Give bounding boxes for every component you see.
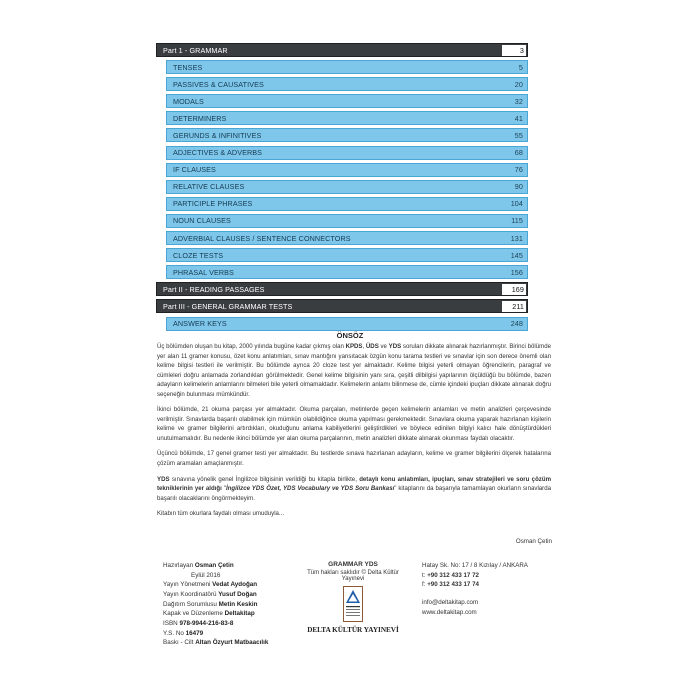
toc-part-row <box>156 282 528 296</box>
preface-body <box>157 342 551 525</box>
credit-date: Eylül 2016 <box>191 571 221 579</box>
toc-label: Part II - READING PASSAGES <box>163 284 265 294</box>
book-title-block <box>303 561 403 582</box>
publisher-name: DELTA KÜLTÜR YAYINEVİ <box>307 626 399 634</box>
preface-paragraph-5: Kitabın tüm okurlara faydalı olması umuduyla... <box>157 510 285 518</box>
toc-label: PHRASAL VERBS <box>173 267 234 277</box>
credit-row-author: Hazırlayan Osman Çetin <box>163 562 234 569</box>
toc-page-number: 32 <box>514 96 523 106</box>
toc-label: PASSIVES & CAUSATIVES <box>173 79 264 89</box>
publisher-website: www.deltakitap.com <box>422 608 477 616</box>
publisher-contact <box>422 561 562 618</box>
credit-label: Y.S. No <box>163 629 184 637</box>
toc-chapter-row <box>166 317 528 331</box>
toc-page-number: 169 <box>502 284 526 295</box>
publisher-phone: t: +90 312 433 17 72 <box>422 571 479 579</box>
toc-label: RELATIVE CLAUSES <box>173 182 245 192</box>
toc-label: ADVERBIAL CLAUSES / SENTENCE CONNECTORS <box>173 233 351 243</box>
credit-value: 16479 <box>185 629 204 637</box>
credit-row <box>163 590 303 600</box>
toc-page-number: 211 <box>502 301 526 312</box>
toc-page-number: 90 <box>514 182 523 192</box>
toc-chapter-row <box>166 94 528 108</box>
toc-page-number: 145 <box>510 250 523 260</box>
book-title: GRAMMAR YDS <box>328 561 378 568</box>
toc-page-number: 76 <box>514 165 523 175</box>
toc-label: PARTICIPLE PHRASES <box>173 199 253 209</box>
toc-label: GERUNDS & INFINITIVES <box>173 130 262 140</box>
colophon-credits <box>163 561 303 648</box>
toc-chapter-row <box>166 111 528 125</box>
table-of-contents <box>156 43 554 334</box>
toc-chapter-row <box>166 248 528 262</box>
toc-chapter-row <box>166 214 528 228</box>
toc-page-number: 3 <box>502 45 526 56</box>
toc-label: Part 1 - GRAMMAR <box>163 45 228 55</box>
toc-label: DETERMINERS <box>173 113 227 123</box>
toc-page-number: 68 <box>514 148 523 158</box>
credit-value: Metin Keskin <box>218 600 258 608</box>
credit-label: Yayın Koordinatörü <box>163 590 217 598</box>
toc-label: ADJECTIVES & ADVERBS <box>173 148 263 158</box>
toc-page-number: 156 <box>510 267 523 277</box>
credit-label: Yayın Yönetmeni <box>163 581 211 589</box>
toc-page-number: 131 <box>510 233 523 243</box>
toc-label: NOUN CLAUSES <box>173 216 231 226</box>
toc-page-number: 115 <box>511 216 523 226</box>
toc-chapter-row <box>166 265 528 279</box>
toc-label: ANSWER KEYS <box>173 319 227 328</box>
preface-paragraph-1: Üç bölümden oluşan bu kitap, 2000 yılında bugüne kadar çıkmış olan KPDS, ÜDS ve YDS soruları dikkate alınarak hazırlanmıştır. Birinci bölümde yer alan 11 gramer konusu, özet konu anlatımları, sınav mantığını yansıtacak özgün konu tarama testleri ve sınavlar için son derece önemli olan kelime bilgisi testleri ile verilmiştir. Bu bölümde ayrıca 20 cloze test yer almaktadır. Kelime bilgisi yeterli olmayan öğrencilerin, paragraf ve cümleleri doğru anlamada zorlandıkları görülmektedir. Genel kelime bilgisinin yanı sıra, çeşitli dilbilgisi yapılarının ölçüldüğü bu bölümde, bazen adayların kelimelerin anlamlarını bilmeleri bile yeterli olmamaktadır. Kelimelerin anlamı bilinmese de, cümle içindeki ipuçları dikkate alınarak doğru seçeneğin bulunması mümkündür. <box>157 343 551 398</box>
toc-page-number: 41 <box>514 113 523 123</box>
toc-page-number: 55 <box>514 130 523 140</box>
publisher-email: info@deltakitap.com <box>422 599 479 607</box>
credit-row <box>163 600 303 610</box>
toc-page-number: 5 <box>518 62 523 72</box>
toc-label: CLOZE TESTS <box>173 250 224 260</box>
toc-part-row <box>156 43 528 57</box>
credit-row <box>163 629 303 639</box>
toc-label: IF CLAUSES <box>173 165 216 175</box>
toc-chapter-row <box>166 128 528 142</box>
preface-signature: Osman Çetin <box>515 538 552 545</box>
toc-page-number: 248 <box>510 319 523 328</box>
credit-label: Kapak ve Düzenleme <box>163 610 223 618</box>
credit-value: Vedat Aydoğan <box>212 581 258 589</box>
toc-chapter-row <box>166 180 528 194</box>
publisher-address: Hatay Sk. No: 17 / 8 Kızılay / ANKARA <box>422 562 528 569</box>
toc-part-row <box>156 299 528 313</box>
toc-label: TENSES <box>173 62 203 72</box>
credit-row <box>163 619 303 629</box>
toc-page-number: 104 <box>510 199 523 209</box>
toc-chapter-row <box>166 60 528 74</box>
preface-paragraph-3: Üçüncü bölümde, 17 genel gramer testi yer almaktadır. Bu testlerde sınava hazırlanan adayların, kelime ve gramer bilgilerini ölçerek hatalarına çözüm aramaları amaçlanmıştır. <box>157 450 551 468</box>
credit-row-print: Baskı - Cilt Altan Özyurt Matbaacılık <box>163 639 269 647</box>
credit-row <box>163 609 303 619</box>
toc-page-number: 20 <box>514 79 523 89</box>
publisher-logo-icon <box>343 586 363 622</box>
publisher-fax: f: +90 312 433 17 74 <box>422 581 479 589</box>
credit-value: 978-9944-216-83-8 <box>179 619 234 627</box>
credit-row <box>163 580 303 590</box>
toc-chapter-row <box>166 231 528 245</box>
copyright-notice: Tüm hakları saklıdır © Delta Kültür Yayınevi <box>307 570 399 582</box>
preface-paragraph-2: İkinci bölümde, 21 okuma parçası yer almaktadır. Okuma parçaları, metinlerde geçen kelimelerin anlamları ve metin analizleri çerçevesinde verilmiştir. Sınavlarda başarılı olabilmek için mümkün olabildiğince okuma yapılması gerekmektedir. Sınavlara okuma yaparak hazırlanan kişilerin kelime ve gramer bilgilerini artırdıkları, okuduğunu anlama kabiliyetlerini geliştirdikleri ve böylece edinilen bilgiyi kalıcı hale dönüştürdükleri unutulmamalıdır. Bu nedenle ikinci bölümde yer alan okuma parçalarının, metin analizleri dikkate alınarak okunması faydalı olacaktır. <box>157 406 551 442</box>
toc-chapter-row <box>166 146 528 160</box>
preface-title: ÖNSÖZ <box>336 331 364 340</box>
toc-label: MODALS <box>173 96 204 106</box>
toc-chapter-row <box>166 163 528 177</box>
toc-chapter-row <box>166 77 528 91</box>
preface-paragraph-4: YDS sınavına yönelik genel İngilizce bilgisinin verildiği bu kitapla birlikte, detaylı konu anlatımları, ipuçları, sınav stratejileri ve soru çözüm tekniklerinin yer aldığı "İngilizce YDS Özet, YDS Vocabulary ve YDS Soru Bankası" kitaplarını da başarıyla tamamlayan okurların sınavlarda başarılı olacaklarını öngörmekteyim. <box>157 475 551 502</box>
credit-value: Deltakitap <box>224 610 255 618</box>
toc-label: Part III - GENERAL GRAMMAR TESTS <box>163 301 293 311</box>
credit-label: ISBN <box>163 619 178 627</box>
toc-chapter-row <box>166 197 528 211</box>
credit-value: Yusuf Doğan <box>218 590 257 598</box>
credit-label: Dağıtım Sorumlusu <box>163 600 217 608</box>
